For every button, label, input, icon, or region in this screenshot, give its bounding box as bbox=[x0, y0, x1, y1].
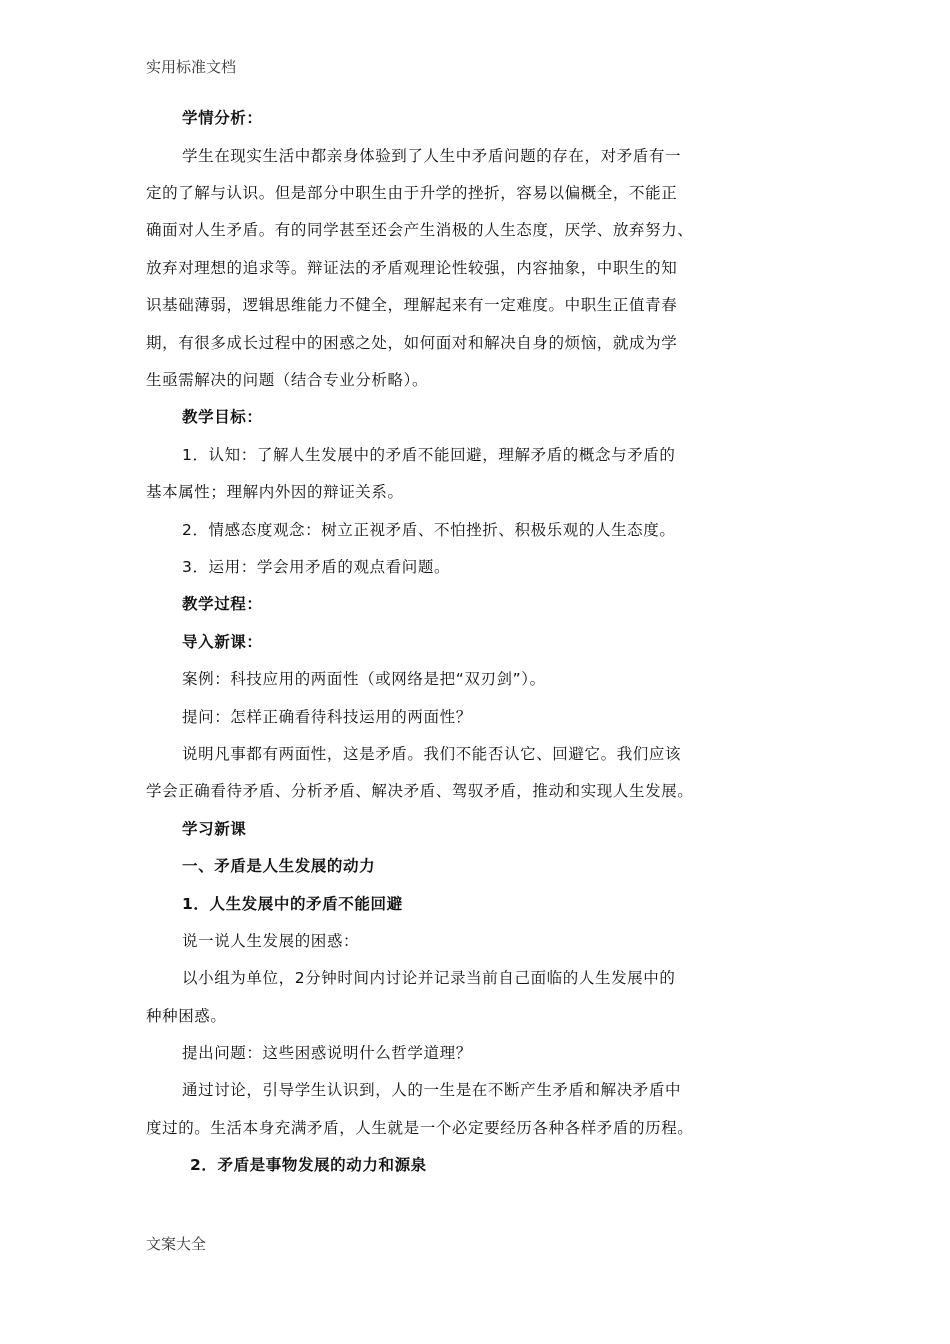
goal-item-1: 1．认知：了解人生发展中的矛盾不能回避，理解矛盾的概念与矛盾的 bbox=[182, 446, 676, 464]
heading-new-lesson: 学习新课 bbox=[182, 820, 247, 838]
heading-teaching-goals: 教学目标： bbox=[182, 408, 263, 426]
paragraph-line: 种种困惑。 bbox=[146, 1007, 227, 1025]
goal-item-2: 2．情感态度观念：树立正视矛盾、不怕挫折、积极乐观的人生态度。 bbox=[182, 521, 676, 539]
paragraph-line: 确面对人生矛盾。有的同学甚至还会产生消极的人生态度，厌学、放弃努力、 bbox=[146, 221, 694, 239]
paragraph-line: 学会正确看待矛盾、分析矛盾、解决矛盾、驾驭矛盾，推动和实现人生发展。 bbox=[146, 782, 694, 800]
section-heading-1: 一、矛盾是人生发展的动力 bbox=[182, 857, 376, 875]
paragraph-line: 定的了解与认识。但是部分中职生由于升学的挫折，容易以偏概全，不能正 bbox=[146, 184, 678, 202]
page-footer: 文案大全 bbox=[146, 1235, 207, 1253]
goal-item-3: 3．运用：学会用矛盾的观点看问题。 bbox=[182, 558, 451, 576]
paragraph-line: 识基础薄弱，逻辑思维能力不健全，理解起来有一定难度。中职生正值青春 bbox=[146, 296, 678, 314]
heading-learning-analysis: 学情分析： bbox=[182, 109, 263, 127]
paragraph-line: 说一说人生发展的困惑： bbox=[182, 932, 360, 950]
paragraph-line: 生亟需解决的问题（结合专业分析略）。 bbox=[146, 371, 429, 389]
paragraph-line: 通过讨论，引导学生认识到，人的一生是在不断产生矛盾和解决矛盾中 bbox=[182, 1081, 682, 1099]
page-header: 实用标准文档 bbox=[146, 58, 237, 76]
heading-teaching-process: 教学过程： bbox=[182, 595, 263, 613]
heading-introduction: 导入新课： bbox=[182, 633, 263, 651]
paragraph-line: 度过的。生活本身充满矛盾，人生就是一个必定要经历各种各样矛盾的历程。 bbox=[146, 1119, 694, 1137]
paragraph-line: 期，有很多成长过程中的困惑之处，如何面对和解决自身的烦恼，就成为学 bbox=[146, 334, 678, 352]
paragraph-line: 提出问题：这些困惑说明什么哲学道理？ bbox=[182, 1044, 472, 1062]
paragraph-line: 基本属性；理解内外因的辩证关系。 bbox=[146, 483, 404, 501]
paragraph-line: 以小组为单位，2分钟时间内讨论并记录当前自己面临的人生发展中的 bbox=[182, 969, 676, 987]
paragraph-line: 案例：科技应用的两面性（或网络是把“双刃剑”）。 bbox=[182, 670, 546, 688]
paragraph-line: 提问：怎样正确看待科技运用的两面性？ bbox=[182, 708, 472, 726]
paragraph-line: 学生在现实生活中都亲身体验到了人生中矛盾问题的存在，对矛盾有一 bbox=[182, 147, 682, 165]
paragraph-line: 说明凡事都有两面性，这是矛盾。我们不能否认它、回避它。我们应该 bbox=[182, 745, 682, 763]
subsection-heading-2: 2．矛盾是事物发展的动力和源泉 bbox=[190, 1156, 427, 1174]
subsection-heading-1: 1．人生发展中的矛盾不能回避 bbox=[182, 895, 403, 913]
paragraph-line: 放弃对理想的追求等。辩证法的矛盾观理论性较强，内容抽象，中职生的知 bbox=[146, 259, 678, 277]
